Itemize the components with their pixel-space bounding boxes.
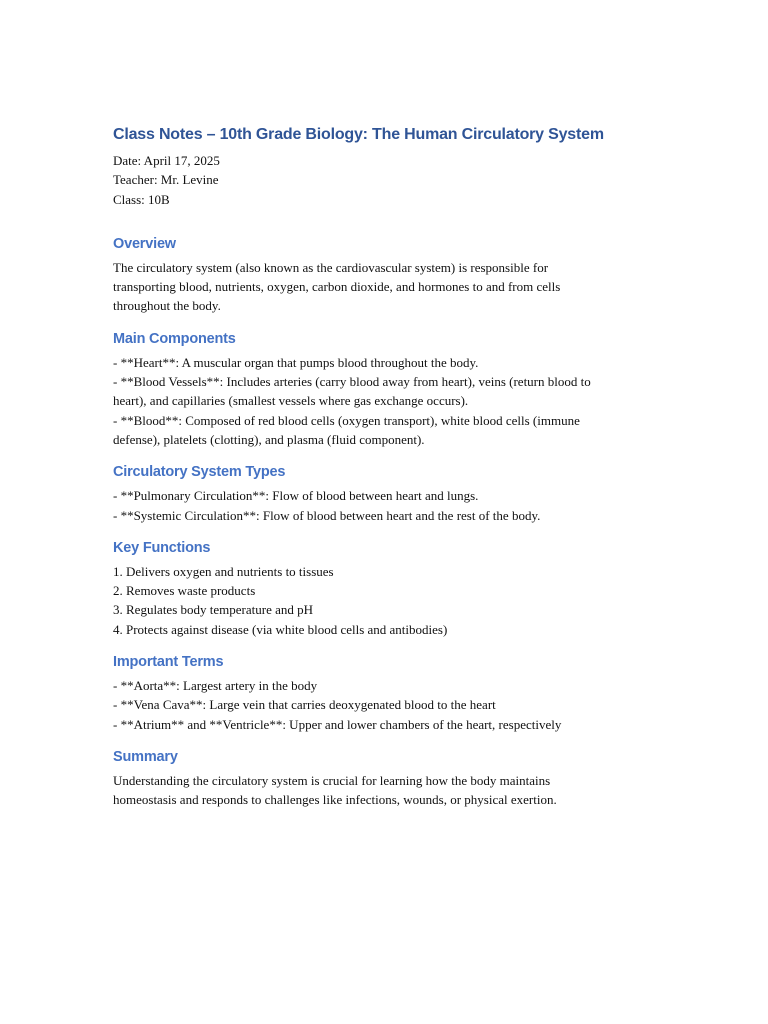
document-title: Class Notes – 10th Grade Biology: The Human Circulatory System — [113, 126, 604, 143]
section-line: - **Heart**: A muscular organ that pumps blood throughout the body. — [113, 354, 479, 370]
section-heading: Main Components — [113, 330, 236, 347]
section-line: The circulatory system (also known as the cardiovascular system) is responsible for — [113, 259, 549, 275]
section-line: throughout the body. — [113, 298, 221, 314]
section-main-components — [113, 329, 673, 449]
section-line: heart), and capillaries (smallest vessels where gas exchange occurs). — [113, 393, 469, 409]
section-line: - **Systemic Circulation**: Flow of blood between heart and the rest of the body. — [113, 507, 541, 523]
section-key-functions — [113, 538, 673, 639]
section-line: 1. Delivers oxygen and nutrients to tissues — [113, 563, 334, 579]
meta-date: Date: April 17, 2025 — [113, 153, 220, 168]
section-line: homeostasis and responds to challenges like infections, wounds, or physical exertion. — [113, 792, 557, 808]
section-line: - **Aorta**: Largest artery in the body — [113, 678, 318, 694]
section-heading: Key Functions — [113, 539, 211, 556]
section-line: - **Pulmonary Circulation**: Flow of blood between heart and lungs. — [113, 488, 479, 504]
section-circulatory-types — [113, 462, 673, 525]
meta-class: Class: 10B — [113, 191, 170, 207]
section-line: transporting blood, nutrients, oxygen, carbon dioxide, and hormones to and from cells — [113, 279, 561, 295]
document-content — [113, 124, 673, 810]
document-meta — [113, 151, 673, 209]
section-line: Understanding the circulatory system is crucial for learning how the body maintains — [113, 772, 551, 788]
section-heading: Circulatory System Types — [113, 464, 286, 481]
section-line: 2. Removes waste products — [113, 583, 256, 599]
section-heading: Overview — [113, 235, 176, 252]
section-overview — [113, 234, 673, 316]
section-summary — [113, 747, 673, 810]
meta-teacher: Teacher: Mr. Levine — [113, 172, 219, 188]
section-line: - **Blood**: Composed of red blood cells (oxygen transport), white blood cells (immune — [113, 412, 580, 428]
section-line: defense), platelets (clotting), and plasma (fluid component). — [113, 431, 425, 447]
section-heading: Summary — [113, 748, 178, 765]
section-heading: Important Terms — [113, 654, 224, 671]
section-line: 3. Regulates body temperature and pH — [113, 602, 313, 618]
section-important-terms — [113, 652, 673, 734]
section-line: - **Atrium** and **Ventricle**: Upper and lower chambers of the heart, respectively — [113, 716, 562, 732]
section-line: 4. Protects against disease (via white blood cells and antibodies) — [113, 621, 448, 637]
section-line: - **Vena Cava**: Large vein that carries deoxygenated blood to the heart — [113, 697, 496, 713]
section-line: - **Blood Vessels**: Includes arteries (carry blood away from heart), veins (return blood to — [113, 374, 591, 390]
